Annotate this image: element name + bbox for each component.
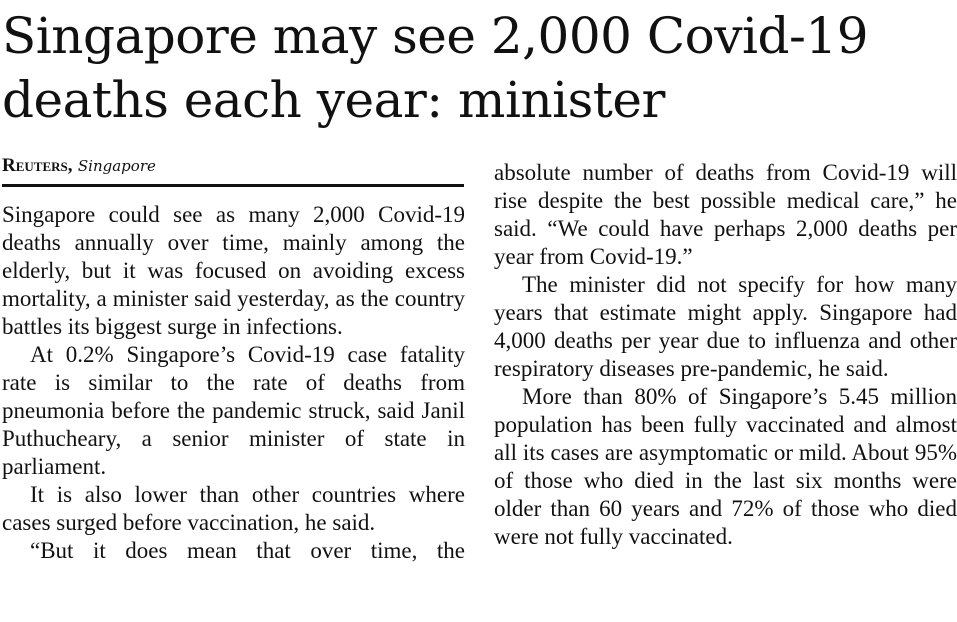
headline (2, 4, 957, 132)
paragraph-3: It is also lower than other countries where cases surged before vaccination, he said. (2, 482, 465, 535)
byline-place: Singapore (77, 157, 156, 175)
byline (2, 154, 464, 187)
paragraph-1: Singapore could see as many 2,000 Covid-19 deaths annually over time, mainly among the elderly, but it was focused on avoiding excess mortality, a minister said yesterday, as the country battles its biggest surge in infections. (2, 202, 465, 339)
paragraph-4-start: “But it does mean that over time, the (30, 538, 465, 563)
article-column-left (2, 201, 465, 565)
paragraph-6: More than 80% of Singapore’s 5.45 million population has been fully vaccinated and almost all its cases are asymptomatic or mild. About 95% of those who died in the last six months were older than 60 years and 72% of those who died were not fully vaccinated. (494, 384, 957, 549)
paragraph-5: The minister did not specify for how many years that estimate might apply. Singapore had 4,000 deaths per year due to influenza and other respiratory diseases pre-pandemic, he said. (494, 272, 957, 381)
article-column-right (494, 159, 957, 551)
headline-line-1: Singapore may see 2,000 Covid-19 (2, 7, 869, 65)
paragraph-2: At 0.2% Singapore’s Covid-19 case fatality rate is similar to the rate of deaths from pneumonia before the pandemic struck, said Janil Puthucheary, a senior minister of state in parliament. (2, 342, 465, 479)
headline-line-2: deaths each year: minister (2, 71, 665, 129)
paragraph-4-continued: absolute number of deaths from Covid-19 will rise despite the best possible medical care,” he said. “We could have perhaps 2,000 deaths per year from Covid-19.” (494, 160, 957, 269)
byline-agency: Reuters, (2, 155, 73, 176)
